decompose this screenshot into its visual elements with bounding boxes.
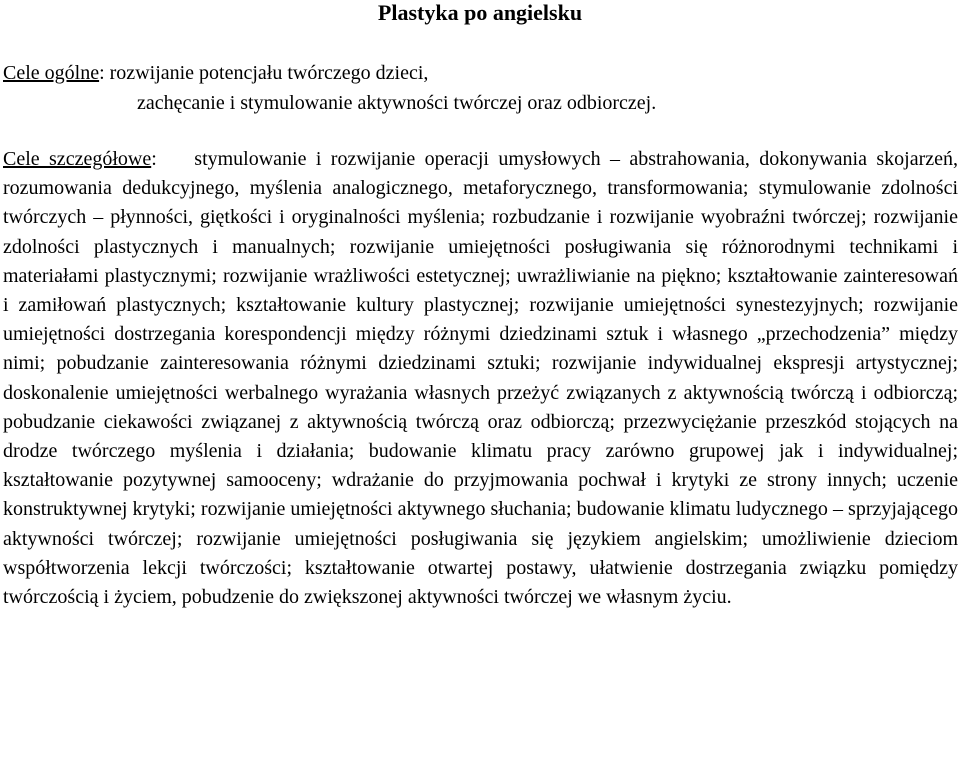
specific-goals-text: stymulowanie i rozwijanie operacji umysłowych – abstrahowania, dokonywania skojarzeń, rozumowania dedukcyjnego, myślenia analogicznego, metaforycznego, transformowania; stymulowanie zdolności twórczych – płynności, giętkości i oryginalności myślenia; rozbudzanie i rozwijanie wyobraźni twórczej; rozwijanie zdolności plastycznych i manualnych; rozwijanie umiejętności posługiwania się różnorodnymi technikami i materiałami plastycznymi; rozwijanie wrażliwości estetycznej; uwrażliwianie na piękno; kształtowanie zainteresowań i zamiłowań plastycznych; kształtowanie kultury plastycznej; rozwijanie umiejętności synestezyjnych; rozwijanie umiejętności dostrzegania korespondencji między różnymi dziedzinami sztuk i własnego „przechodzenia” między nimi; pobudzanie zainteresowania różnymi dziedzinami sztuki; rozwijanie indywidualnej ekspresji artystycznej; doskonalenie umiejętności werbalnego wyrażania własnych przeżyć związanych z aktywnością twórczą i odbiorczą; pobudzanie ciekawości związanej z aktywnością twórczą oraz odbiorczą; przezwyciężanie przeszkód stojących na drodze twórczego myślenia i działania; budowanie klimatu pracy zarówno grupowej jak i indywidualnej; kształtowanie pozytywnej samooceny; wdrażanie do przyjmowania pochwał i krytyki ze strony innych; uczenie konstruktywnej krytyki; rozwijanie umiejętności aktywnego słuchania; budowanie klimatu ludycznego – sprzyjającego aktywności twórczej; rozwijanie umiejętności posługiwania się językiem angielskim; umożliwienie dzieciom współtworzenia lekcji twórczości; kształtowanie otwartej postawy, ułatwienie dostrzegania związku pomiędzy twórczością i życiem, pobudzenie do zwiększonej aktywności twórczej we własnym życiu. — [3, 148, 958, 609]
general-goals-line-1 — [3, 58, 958, 88]
general-goals — [3, 58, 958, 118]
page-title: Plastyka po angielsku — [377, 0, 583, 25]
specific-goals — [3, 145, 958, 612]
specific-goals-label: Cele szczegółowe — [3, 148, 152, 170]
general-goals-text-1: : rozwijanie potencjału twórczego dzieci, — [99, 62, 429, 84]
specific-goals-colon: : — [151, 148, 157, 170]
general-goals-label: Cele ogólne — [3, 62, 100, 84]
general-goals-line-2: zachęcanie i stymulowanie aktywności twórczej oraz odbiorczej. — [137, 92, 657, 114]
